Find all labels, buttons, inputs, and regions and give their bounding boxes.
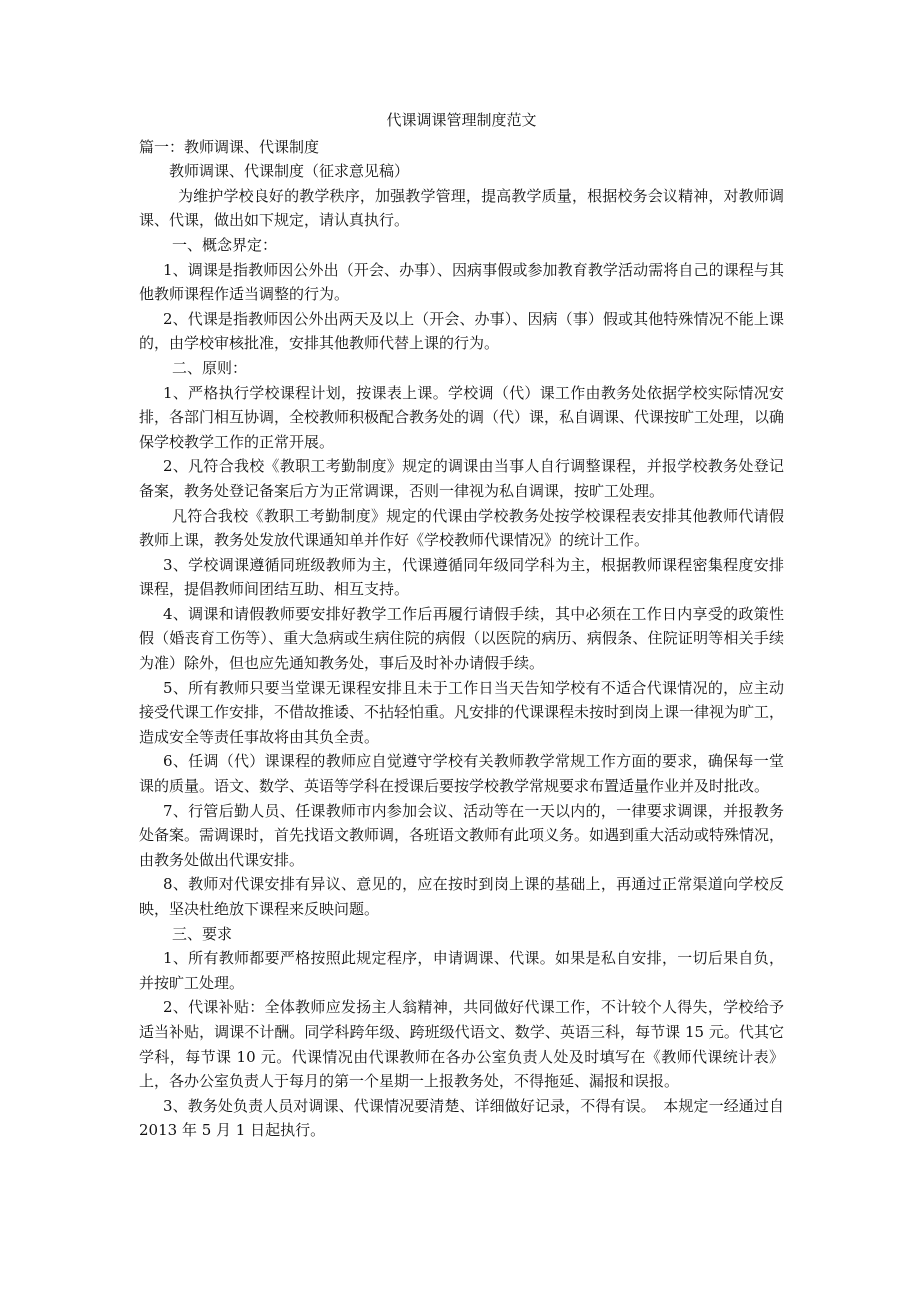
intro-paragraph: 为维护学校良好的教学秩序，加强教学管理，提高教学质量，根据校务会议精神，对教师调课、代课，做出如下规定，请认真执行。 — [139, 186, 784, 230]
paragraph: 2、代课是指教师因公外出两天及以上（开会、办事）、因病（事）假或其他特殊情况不能上课的，由学校审核批准，安排其他教师代替上课的行为。 — [139, 309, 784, 353]
paragraph: 1、严格执行学校课程计划，按课表上课。学校调（代）课工作由教务处依据学校实际情况安排，各部门相互协调，全校教师积极配合教务处的调（代）课，私自调课、代课按旷工处理，以确保学校教学工作的正常开展。 — [139, 383, 785, 451]
paragraph: 6、任调（代）课课程的教师应自觉遵守学校有关教师教学常规工作方面的要求，确保每一堂课的质量。语文、数学、英语等学科在授课后要按学校教学常规要求布置适量作业并及时批改。 — [139, 752, 784, 796]
paragraph: 1、所有教师都要严格按照此规定程序，申请调课、代课。如果是私自安排，一切后果自负，并按旷工处理。 — [139, 949, 784, 992]
document-title: 代课调课管理制度范文 — [386, 111, 537, 129]
paragraph: 8、教师对代课安排有异议、意见的，应在按时到岗上课的基础上，再通过正常渠道向学校反映，坚决杜绝放下课程来反映问题。 — [139, 875, 784, 918]
chapter-heading: 篇一：教师调课、代课制度 — [139, 137, 320, 156]
paragraph: 7、行管后勤人员、任课教师市内参加会议、活动等在一天以内的，一律要求调课，并报教务处备案。需调课时，首先找语文教师调，各班语文教师有此项义务。如遇到重大活动或特殊情况，由教务处做出代课安排。 — [139, 801, 785, 869]
paragraph: 3、教务处负责人员对调课、代课情况要清楚、详细做好记录，不得有误。 本规定一经通过自 2013 年 5 月 1 日起执行。 — [139, 1096, 784, 1140]
paragraph: 3、学校调课遵循同班级教师为主，代课遵循同年级同学科为主，根据教师课程密集程度安排课程，提倡教师间团结互助、相互支持。 — [139, 555, 784, 599]
document-subtitle: 教师调课、代课制度（征求意见稿） — [169, 162, 410, 181]
document-page — [139, 108, 784, 1143]
paragraph: 凡符合我校《教职工考勤制度》规定的代课由学校教务处按学校课程表安排其他教师代请假教师上课，教务处发放代课通知单并作好《学校教师代课情况》的统计工作。 — [139, 506, 784, 550]
paragraph: 4、调课和请假教师要安排好教学工作后再履行请假手续，其中必须在工作日内享受的政策性假（婚丧育工伤等）、重大急病或生病住院的病假（以医院的病历、病假条、住院证明等相关手续为准）除外，但也应先通知教务处，事后及时补办请假手续。 — [139, 604, 784, 673]
paragraph: 5、所有教师只要当堂课无课程安排且未于工作日当天告知学校有不适合代课情况的，应主动接受代课工作安排，不借故推诿、不拈轻怕重。凡安排的代课课程未按时到岗上课一律视为旷工，造成安全等责任事故将由其负全责。 — [139, 678, 785, 746]
section-heading-requirements: 三、要求 — [172, 924, 233, 943]
paragraph: 2、凡符合我校《教职工考勤制度》规定的调课由当事人自行调整课程，并报学校教务处登记备案，教务处登记备案后方为正常调课，否则一律视为私自调课，按旷工处理。 — [139, 457, 784, 500]
paragraph: 2、代课补贴：全体教师应发扬主人翁精神，共同做好代课工作，不计较个人得失，学校给予适当补贴，调课不计酬。同学科跨年级、跨班级代语文、数学、英语三科，每节课 15 元。代其它学科，每节课 10 元。代课情况由代课教师在各办公室负责人处及时填写在《教师代课统计表》上，各办公室负责人于每月的第一个星期一上报教务处，不得拖延、漏报和误报。 — [139, 998, 784, 1091]
section-heading-principles: 二、原则： — [172, 358, 248, 377]
paragraph: 1、调课是指教师因公外出（开会、办事）、因病事假或参加教育教学活动需将自己的课程与其他教师课程作适当调整的行为。 — [139, 260, 784, 304]
section-heading-concepts: 一、概念界定： — [172, 235, 278, 254]
